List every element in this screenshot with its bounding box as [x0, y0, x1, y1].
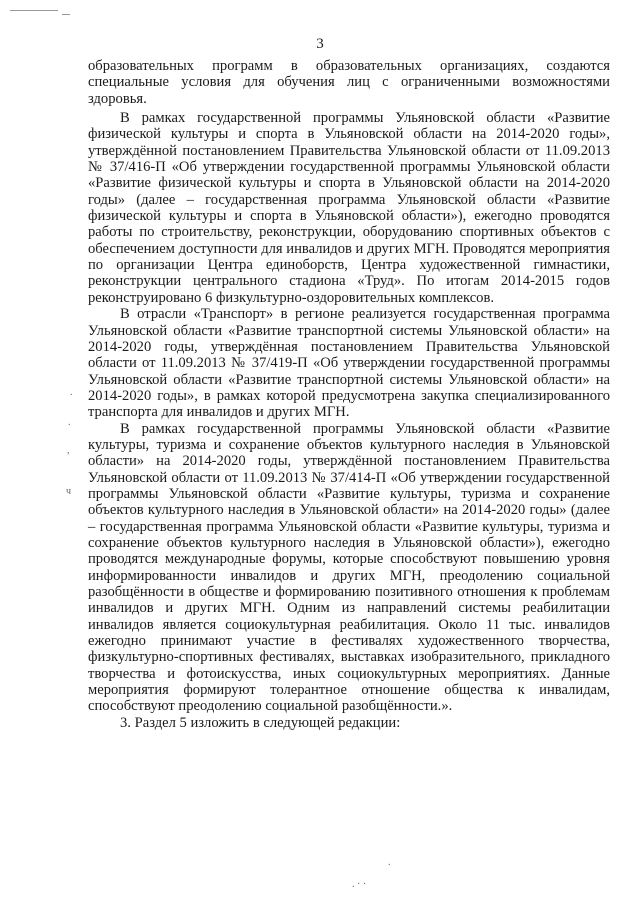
scan-artifact [62, 14, 70, 15]
margin-mark: ч [66, 486, 72, 497]
paragraph-sport-program: В рамках государственной программы Ульяновской области «Развитие физической культуры и спорта в Ульяновской области на 2014-2020 годы», утверждённой постановлением Правительства Ульяновской области от 11.09.2013 № 37/416-П «Об утверждении государственной программы Ульяновской области «Развитие физической культуры и спорта в Ульяновской области на 2014-2020 годы» (далее – государственная программа Ульяновской области «Развитие физической культуры и спорта в Ульяновской области»), ежегодно проводятся работы по строительству, реконструкции, оборудованию спортивных объектов с обеспечением доступности для инвалидов и других МГН. Проводятся мероприятия по организации Центра единоборств, Центра художественной гимнастики, реконструкции центрального стадиона «Труд». По итогам 2014-2015 годов реконструировано 6 физкультурно-оздоровительных комплексов. [88, 110, 610, 306]
margin-mark: , [67, 445, 70, 456]
paragraph-culture-program: В рамках государственной программы Ульяновской области «Развитие культуры, туризма и сохранение объектов культурного наследия в Ульяновской области» на 2014-2020 годы, утверждённой постановлением Правительства Ульяновской области от 11.09.2013 № 37/414-П «Об утверждении государственной программы Ульяновской области «Развитие культуры, туризма и сохранение объектов культурного наследия в Ульяновской области» на 2014-2020 годы» (далее – государственная программа Ульяновской области «Развитие культуры, туризма и сохранение объектов культурного наследия в Ульяновской области»), ежегодно проводятся международные форумы, которые способствуют повышению уровня информированности инвалидов и других МГН, преодолению социальной разобщённости в обществе и формированию позитивного отношения к проблемам инвалидов и других МГН. Одним из направлений системы реабилитации инвалидов является социокультурная реабилитация. Около 11 тыс. инвалидов ежегодно принимают участие в фестивалях художественного творчества, физкультурно-спортивных фестивалях, выставках изобразительного, прикладного творчества и фотоискусства, иных социокультурных мероприятиях. Данные мероприятия формируют толерантное отношение общества к инвалидам, способствуют преодолению социальной разобщённости.». [88, 420, 610, 715]
margin-mark: . [388, 857, 391, 868]
paragraph-transport-program: В отрасли «Транспорт» в регионе реализуется государственная программа Ульяновской области «Развитие транспортной системы Ульяновской области» на 2014-2020 годы, утверждённая постановлением Правительства Ульяновской области от 11.09.2013 № 37/419-П «Об утверждении государственной программы Ульяновской области «Развитие транспортной системы Ульяновской области» на 2014-2020 годы», в рамках которой предусмотрена закупка специализированного транспорта для инвалидов и других МГН. [88, 306, 610, 421]
paragraph-section-5: 3. Раздел 5 изложить в следующей редакции: [120, 714, 401, 731]
page-number: 3 [316, 36, 324, 52]
margin-mark: . [70, 387, 73, 398]
margin-mark: . · · [352, 879, 367, 890]
paragraph-continuation: образовательных программ в образовательных организациях, создаются специальные условия для обучения лиц с ограниченными возможностями здоровья. [88, 58, 610, 107]
body-text [88, 58, 610, 731]
margin-mark: . [68, 417, 71, 428]
scan-artifact [10, 10, 58, 11]
